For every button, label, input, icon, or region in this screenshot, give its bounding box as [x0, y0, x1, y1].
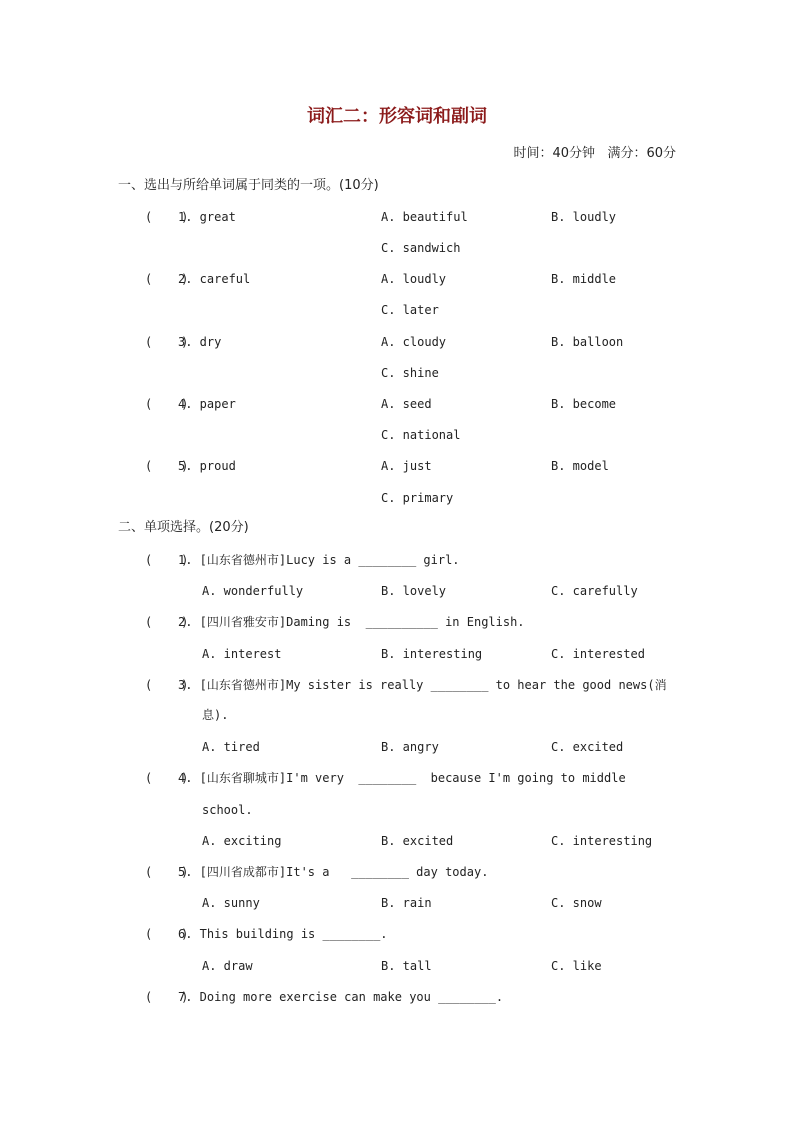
exam-meta: 时间：40分钟 满分：60分 — [513, 146, 676, 161]
option-c: C. interesting — [551, 834, 653, 848]
option-c: C. interested — [551, 647, 645, 661]
question-stem: 1. [山东省德州市]Lucy is a ________ girl. — [178, 553, 460, 567]
answer-blank[interactable]: ( ) — [145, 459, 189, 473]
option-b: B. become — [551, 397, 617, 411]
question-stem: 2. [四川省雅安市]Daming is __________ in English. — [178, 615, 525, 629]
answer-blank[interactable]: ( ) — [145, 990, 189, 1004]
option-b: B. rain — [381, 896, 432, 910]
question-stem: 3. dry — [178, 335, 222, 349]
question-stem: 5. proud — [178, 459, 236, 473]
option-b: B. interesting — [381, 647, 483, 661]
option-c: C. later — [381, 303, 439, 317]
question-stem: 3. [山东省德州市]My sister is really ________ to hear the good news(消 — [178, 678, 667, 692]
option-b: B. tall — [381, 959, 432, 973]
option-c: C. carefully — [551, 584, 638, 598]
answer-blank[interactable]: ( ) — [145, 397, 189, 411]
question-stem: 1. great — [178, 210, 236, 224]
option-a: A. cloudy — [381, 335, 447, 349]
section2-heading: 二、单项选择。(20分) — [118, 520, 249, 535]
option-a: A. beautiful — [381, 210, 468, 224]
question-stem: 2. careful — [178, 272, 251, 286]
answer-blank[interactable]: ( ) — [145, 272, 189, 286]
option-b: B. angry — [381, 740, 439, 754]
answer-blank[interactable]: ( ) — [145, 865, 189, 879]
option-b: B. lovely — [381, 584, 447, 598]
question-stem: 4. paper — [178, 397, 236, 411]
option-b: B. middle — [551, 272, 617, 286]
option-b: B. excited — [381, 834, 454, 848]
answer-blank[interactable]: ( ) — [145, 335, 189, 349]
option-b: B. loudly — [551, 210, 617, 224]
option-a: A. just — [381, 459, 432, 473]
answer-blank[interactable]: ( ) — [145, 927, 189, 941]
question-stem: 7. Doing more exercise can make you ________. — [178, 990, 504, 1004]
option-c: C. primary — [381, 491, 454, 505]
option-a: A. seed — [381, 397, 432, 411]
option-c: C. like — [551, 959, 602, 973]
option-a: A. loudly — [381, 272, 447, 286]
option-b: B. model — [551, 459, 609, 473]
option-c: C. excited — [551, 740, 624, 754]
option-c: C. sandwich — [381, 241, 461, 255]
option-a: A. wonderfully — [202, 584, 304, 598]
option-b: B. balloon — [551, 335, 624, 349]
answer-blank[interactable]: ( ) — [145, 678, 189, 692]
option-c: C. shine — [381, 366, 439, 380]
question-stem: 6. This building is ________. — [178, 927, 388, 941]
page-title: 词汇二：形容词和副词 — [307, 106, 487, 127]
question-stem-continued: 息). — [202, 708, 229, 722]
answer-blank[interactable]: ( ) — [145, 615, 189, 629]
option-a: A. draw — [202, 959, 253, 973]
question-stem: 4. [山东省聊城市]I'm very ________ because I'm going to middle — [178, 771, 626, 785]
option-c: C. snow — [551, 896, 602, 910]
option-a: A. interest — [202, 647, 282, 661]
answer-blank[interactable]: ( ) — [145, 771, 189, 785]
option-a: A. tired — [202, 740, 260, 754]
option-c: C. national — [381, 428, 461, 442]
answer-blank[interactable]: ( ) — [145, 210, 189, 224]
question-stem-continued: school. — [202, 803, 253, 817]
question-stem: 5. [四川省成都市]It's a ________ day today. — [178, 865, 489, 879]
option-a: A. exciting — [202, 834, 282, 848]
section1-heading: 一、选出与所给单词属于同类的一项。(10分) — [118, 178, 379, 193]
option-a: A. sunny — [202, 896, 260, 910]
answer-blank[interactable]: ( ) — [145, 553, 189, 567]
